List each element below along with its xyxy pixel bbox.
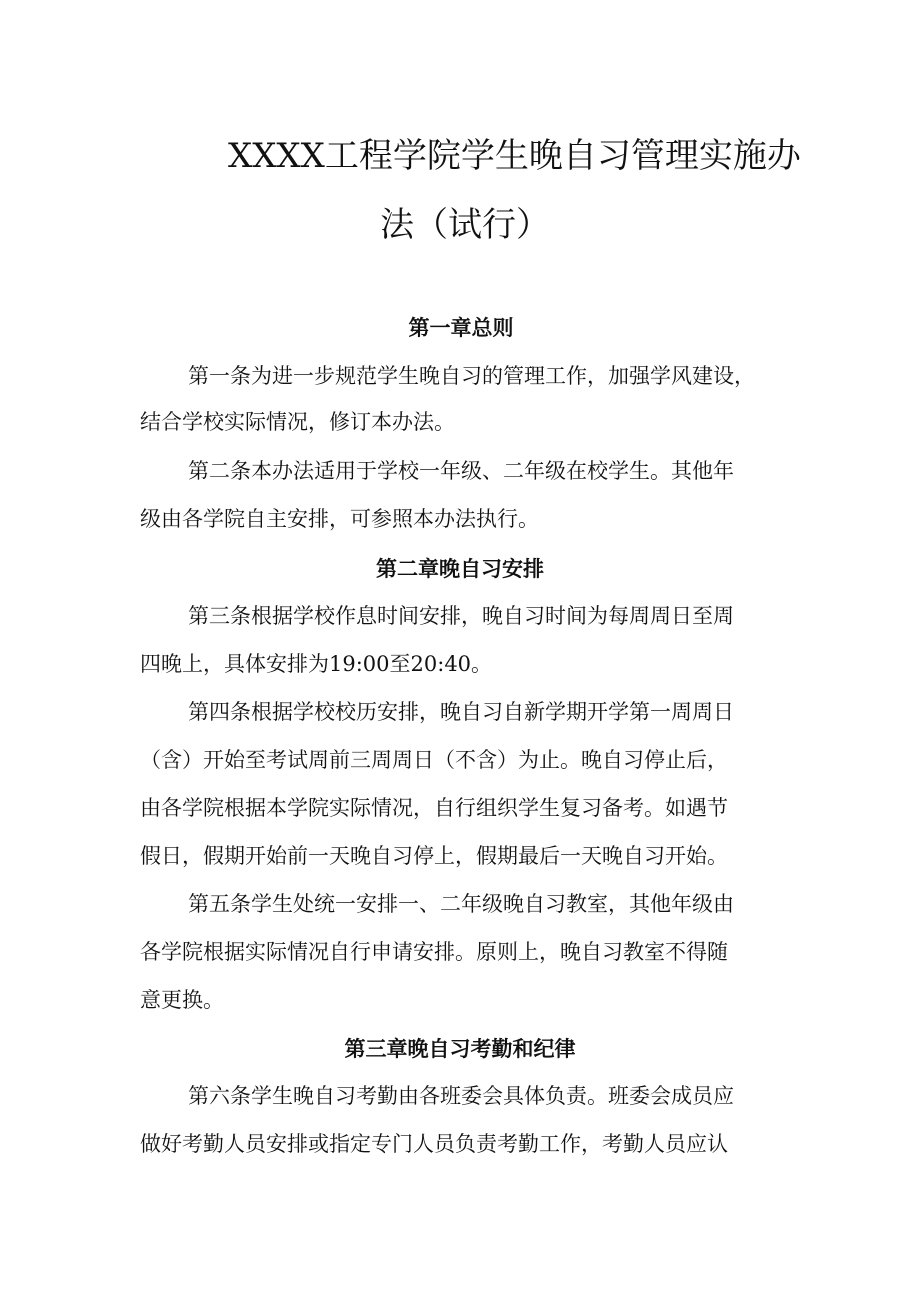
paragraph-line: 第四条根据学校校历安排，晚自习自新学期开学第一周周日 bbox=[188, 700, 734, 724]
chapter-heading-1: 第一章总则 bbox=[408, 316, 514, 340]
paragraph-line: 四晚上，具体安排为19:00至20:40。 bbox=[140, 652, 493, 676]
chapter-heading-3: 第三章晚自习考勤和纪律 bbox=[344, 1037, 576, 1061]
paragraph-line: 级由各学院自主安排，可参照本办法执行。 bbox=[140, 507, 539, 531]
document-title-line-2: 法（试行） bbox=[380, 205, 550, 245]
paragraph-line: 做好考勤人员安排或指定专门人员负责考勤工作，考勤人员应认 bbox=[140, 1132, 728, 1156]
chapter-heading-2: 第二章晚自习安排 bbox=[376, 557, 544, 581]
paragraph-line: 第六条学生晚自习考勤由各班委会具体负责。班委会成员应 bbox=[188, 1084, 734, 1108]
paragraph-line: 假日，假期开始前一天晚自习停上，假期最后一天晚自习开始。 bbox=[140, 844, 728, 868]
paragraph-line: 第二条本办法适用于学校一年级、二年级在校学生。其他年 bbox=[188, 459, 734, 483]
document-title-line-1: XXXX工程学院学生晚自习管理实施办 bbox=[228, 136, 801, 176]
paragraph-line: 第一条为进一步规范学生晚自习的管理工作，加强学风建设， bbox=[188, 364, 755, 388]
paragraph-line: 第三条根据学校作息时间安排，晚自习时间为每周周日至周 bbox=[188, 604, 734, 628]
paragraph-line: 第五条学生处统一安排一、二年级晚自习教室，其他年级由 bbox=[188, 892, 734, 916]
paragraph-line: 意更换。 bbox=[140, 988, 224, 1012]
paragraph-line: 各学院根据实际情况自行申请安排。原则上，晚自习教室不得随 bbox=[140, 940, 728, 964]
paragraph-line: 由各学院根据本学院实际情况，自行组织学生复习备考。如遇节 bbox=[140, 796, 728, 820]
paragraph-line: （含）开始至考试周前三周周日（不含）为止。晚自习停止后， bbox=[140, 748, 728, 772]
paragraph-line: 结合学校实际情况，修订本办法。 bbox=[140, 410, 455, 434]
